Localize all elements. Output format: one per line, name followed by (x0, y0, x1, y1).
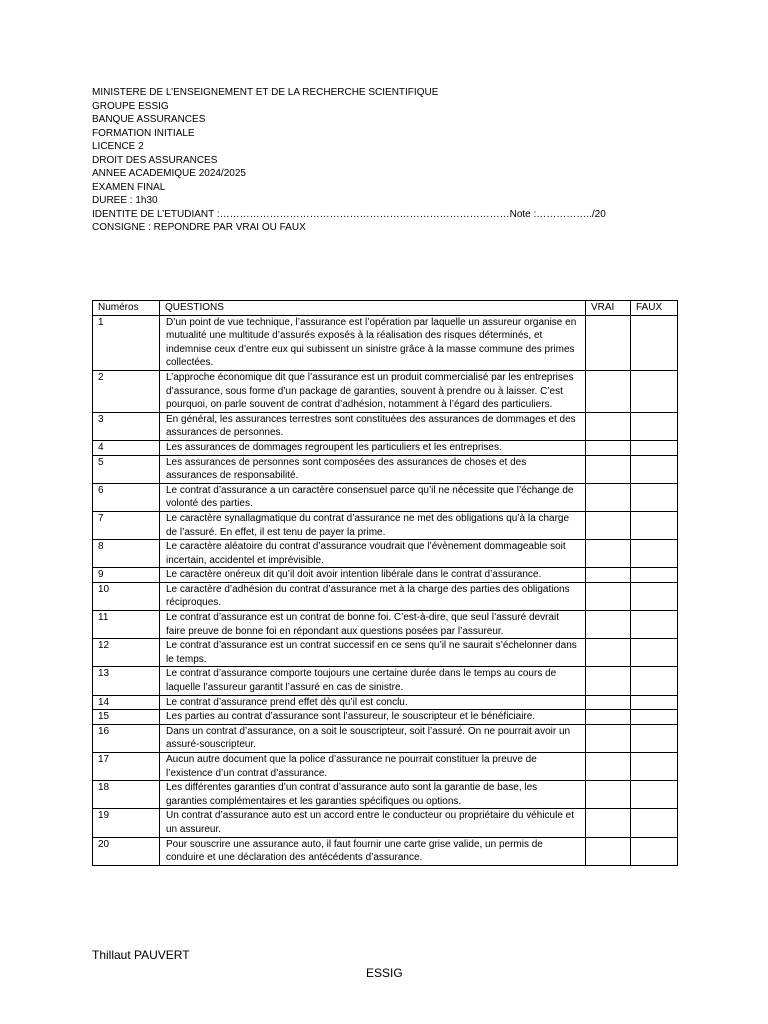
question-number: 13 (93, 667, 160, 695)
column-header-false: FAUX (631, 301, 678, 316)
question-text: Les parties au contrat d’assurance sont l’assureur, le souscripteur et le bénéficiaire. (160, 710, 586, 725)
header-academic-year: ANNEE ACADEMIQUE 2024/2025 (92, 168, 246, 179)
question-number: 10 (93, 582, 160, 610)
question-text: Pour souscrire une assurance auto, il faut fournir une carte grise valide, un permis de conduire et une déclaration des antécédents d’assurance. (160, 837, 586, 865)
false-answer-cell (631, 611, 678, 639)
header-formation: FORMATION INITIALE (92, 127, 195, 139)
header-ministry: MINISTERE DE L’ENSEIGNEMENT ET DE LA RECHERCHE SCIENTIFIQUE (92, 87, 439, 98)
false-answer-cell (631, 695, 678, 710)
table-row (93, 370, 678, 412)
true-answer-cell (586, 412, 631, 440)
question-text: Le contrat d’assurance comporte toujours une certaine durée dans le temps au cours de laquelle l’assureur garantit l’assuré en cas de sinistre. (160, 667, 586, 695)
header-instruction: CONSIGNE : REPONDRE PAR VRAI OU FAUX (92, 222, 306, 233)
true-answer-cell (586, 611, 631, 639)
false-answer-cell (631, 837, 678, 865)
false-answer-cell (631, 370, 678, 412)
question-text: Le caractère d’adhésion du contrat d’assurance met à la charge des parties des obligations réciproques. (160, 582, 586, 610)
question-text: En général, les assurances terrestres sont constituées des assurances de dommages et des assurances de personnes. (160, 412, 586, 440)
question-text: Le contrat d’assurance est un contrat successif en ce sens qu’il ne saurait s’échelonner dans le temps. (160, 639, 586, 667)
question-text: Le contrat d’assurance est un contrat de bonne foi. C’est-à-dire, que seul l’assuré devrait faire preuve de bonne foi en répondant aux questions posées par l’assureur. (160, 611, 586, 639)
false-answer-cell (631, 753, 678, 781)
false-answer-cell (631, 639, 678, 667)
table-row (93, 809, 678, 837)
table-row (93, 753, 678, 781)
true-answer-cell (586, 710, 631, 725)
question-text: Dans un contrat d’assurance, on a soit le souscripteur, soit l’assuré. On ne pourrait avoir un assuré-souscripteur. (160, 724, 586, 752)
question-number: 8 (93, 540, 160, 568)
question-number: 14 (93, 695, 160, 710)
false-answer-cell (631, 710, 678, 725)
question-number: 2 (93, 370, 160, 412)
question-text: Le caractère onéreux dit qu’il doit avoir intention libérale dans le contrat d’assurance. (160, 568, 586, 583)
table-row (93, 667, 678, 695)
true-answer-cell (586, 837, 631, 865)
question-text: Aucun autre document que la police d’assurance ne pourrait constituer la preuve de l’existence d’un contrat d’assurance. (160, 753, 586, 781)
header-duration: DUREE : 1h30 (92, 195, 158, 206)
table-row (93, 412, 678, 440)
table-header-row (93, 301, 678, 316)
false-answer-cell (631, 440, 678, 455)
document-header (92, 86, 692, 235)
true-answer-cell (586, 370, 631, 412)
question-number: 12 (93, 639, 160, 667)
false-answer-cell (631, 455, 678, 483)
table-row (93, 455, 678, 483)
false-answer-cell (631, 511, 678, 539)
true-answer-cell (586, 540, 631, 568)
question-number: 15 (93, 710, 160, 725)
question-number: 7 (93, 511, 160, 539)
header-department: BANQUE ASSURANCES (92, 114, 206, 125)
true-answer-cell (586, 753, 631, 781)
true-answer-cell (586, 511, 631, 539)
false-answer-cell (631, 540, 678, 568)
question-text: Le caractère aléatoire du contrat d’assurance voudrait que l’évènement dommageable soit incertain, accidentel et imprévisible. (160, 540, 586, 568)
true-answer-cell (586, 781, 631, 809)
true-answer-cell (586, 315, 631, 370)
false-answer-cell (631, 483, 678, 511)
header-exam-type: EXAMEN FINAL (92, 181, 166, 193)
author-name: Thillaut PAUVERT (92, 948, 190, 962)
table-row (93, 837, 678, 865)
true-answer-cell (586, 724, 631, 752)
question-text: Le caractère synallagmatique du contrat d’assurance ne met des obligations qu’à la charge de l’assuré. En effet, il est tenu de payer la prime. (160, 511, 586, 539)
false-answer-cell (631, 315, 678, 370)
table-row (93, 611, 678, 639)
true-answer-cell (586, 568, 631, 583)
question-number: 18 (93, 781, 160, 809)
true-answer-cell (586, 695, 631, 710)
header-level: LICENCE 2 (92, 141, 144, 152)
table-row (93, 710, 678, 725)
header-course: DROIT DES ASSURANCES (92, 154, 218, 166)
true-answer-cell (586, 483, 631, 511)
questions-table (92, 300, 678, 866)
table-row (93, 483, 678, 511)
question-number: 19 (93, 809, 160, 837)
false-answer-cell (631, 568, 678, 583)
question-number: 16 (93, 724, 160, 752)
question-number: 1 (93, 315, 160, 370)
false-answer-cell (631, 809, 678, 837)
table-row (93, 440, 678, 455)
table-row (93, 511, 678, 539)
table-row (93, 695, 678, 710)
table-row (93, 582, 678, 610)
header-student-identity: IDENTITE DE L’ETUDIANT :……………………………………………………………………………Note :……………../20 (92, 208, 606, 220)
header-group: GROUPE ESSIG (92, 100, 169, 112)
table-row (93, 315, 678, 370)
true-answer-cell (586, 667, 631, 695)
false-answer-cell (631, 781, 678, 809)
table-row (93, 540, 678, 568)
column-header-questions: QUESTIONS (160, 301, 586, 316)
question-text: Le contrat d’assurance a un caractère consensuel parce qu’il ne nécessite que l’échange de volonté des parties. (160, 483, 586, 511)
question-text: Les assurances de dommages regroupent les particuliers et les entreprises. (160, 440, 586, 455)
true-answer-cell (586, 639, 631, 667)
question-number: 4 (93, 440, 160, 455)
question-number: 20 (93, 837, 160, 865)
column-header-numbers: Numéros (93, 301, 160, 316)
question-text: L’approche économique dit que l’assurance est un produit commercialisé par les entreprises d’assurance, sous forme d’un package de garanties, souvent à prendre ou à laisser. C’est pourquoi, on parle souvent de contrat d’adhésion, notamment à l’égard des particuliers. (160, 370, 586, 412)
table-row (93, 639, 678, 667)
question-number: 9 (93, 568, 160, 583)
table-row (93, 781, 678, 809)
table-row (93, 724, 678, 752)
true-answer-cell (586, 455, 631, 483)
false-answer-cell (631, 667, 678, 695)
school-name: ESSIG (366, 966, 403, 980)
question-text: Les assurances de personnes sont composées des assurances de choses et des assurances de responsabilité. (160, 455, 586, 483)
true-answer-cell (586, 809, 631, 837)
false-answer-cell (631, 412, 678, 440)
false-answer-cell (631, 582, 678, 610)
column-header-true: VRAI (586, 301, 631, 316)
question-number: 6 (93, 483, 160, 511)
question-number: 3 (93, 412, 160, 440)
true-answer-cell (586, 440, 631, 455)
table-row (93, 568, 678, 583)
true-answer-cell (586, 582, 631, 610)
question-text: D’un point de vue technique, l’assurance est l’opération par laquelle un assureur organise en mutualité une multitude d’assurés exposés à la réalisation des risques déterminés, et indemnise ceux d’entre eux qui subissent un sinistre grâce à la masse commune des primes collectées. (160, 315, 586, 370)
question-text: Un contrat d’assurance auto est un accord entre le conducteur ou propriétaire du véhicule et un assureur. (160, 809, 586, 837)
question-text: Le contrat d’assurance prend effet dès qu’il est conclu. (160, 695, 586, 710)
false-answer-cell (631, 724, 678, 752)
question-number: 11 (93, 611, 160, 639)
question-number: 5 (93, 455, 160, 483)
question-number: 17 (93, 753, 160, 781)
question-text: Les différentes garanties d’un contrat d’assurance auto sont la garantie de base, les garanties complémentaires et les garanties spécifiques ou options. (160, 781, 586, 809)
